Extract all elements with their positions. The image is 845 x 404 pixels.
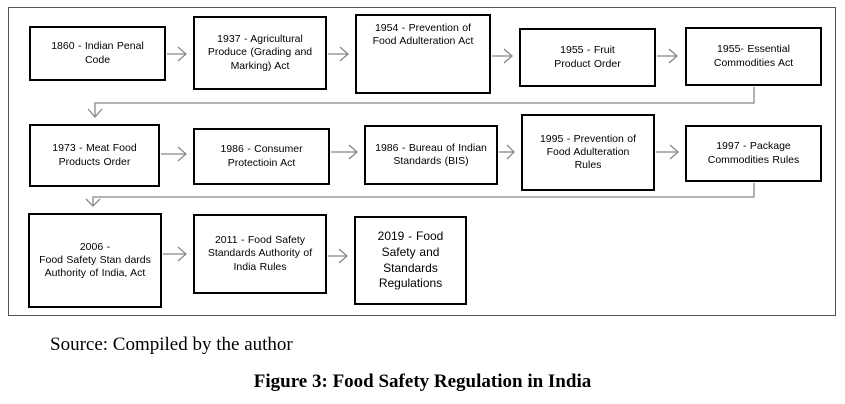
arrow-wrap-row2-to-row3 xyxy=(86,183,754,206)
box-1955-fruit-product-order: 1955 - Fruit Product Order xyxy=(519,28,656,87)
arrow-1986-consumer-to-bis xyxy=(331,145,357,159)
arrow-1954-to-1955-fruit xyxy=(492,49,512,63)
box-2019-fss-regulations: 2019 - Food Safety and Standards Regulations xyxy=(354,216,467,305)
arrow-bis-to-1995 xyxy=(499,145,514,159)
figure-caption: Figure 3: Food Safety Regulation in India xyxy=(253,371,592,392)
box-1955-essential-commodities-act: 1955- Essential Commodities Act xyxy=(685,27,822,86)
box-2011-fssa-rules: 2011 - Food Safety Standards Authority of India Rules xyxy=(193,214,327,294)
arrow-1973-to-1986-consumer xyxy=(161,147,186,161)
arrow-wrap-row1-to-row2 xyxy=(88,87,754,117)
arrow-1937-to-1954 xyxy=(328,47,348,61)
arrow-2006-to-2011 xyxy=(163,247,186,261)
box-2006-fssa-act: 2006 - Food Safety Stan dards Authority of India, Act xyxy=(28,213,162,308)
box-1860-indian-penal-code: 1860 - Indian Penal Code xyxy=(29,26,166,81)
arrow-2011-to-2019 xyxy=(328,249,347,263)
box-1986-bureau-of-indian-standards: 1986 - Bureau of Indian Standards (BIS) xyxy=(364,125,498,185)
arrow-1860-to-1937 xyxy=(167,47,186,61)
box-1997-package-commodities-rules: 1997 - Package Commodities Rules xyxy=(685,125,822,182)
box-1973-meat-food-products-order: 1973 - Meat Food Products Order xyxy=(29,124,160,187)
source-note: Source: Compiled by the author xyxy=(50,334,293,355)
box-1937-agricultural-produce-act: 1937 - Agricultural Produce (Grading and Marking) Act xyxy=(193,16,327,90)
arrow-1995-to-1997 xyxy=(656,145,678,159)
box-1986-consumer-protection-act: 1986 - Consumer Protectioin Act xyxy=(193,128,330,185)
arrow-1955-fruit-to-1955-essential xyxy=(657,49,677,63)
box-1995-prevention-food-adulteration-rules: 1995 - Prevention of Food Adulteration Rules xyxy=(521,114,655,191)
box-1954-prevention-food-adulteration-act: 1954 - Prevention of Food Adulteration Act xyxy=(355,14,491,94)
